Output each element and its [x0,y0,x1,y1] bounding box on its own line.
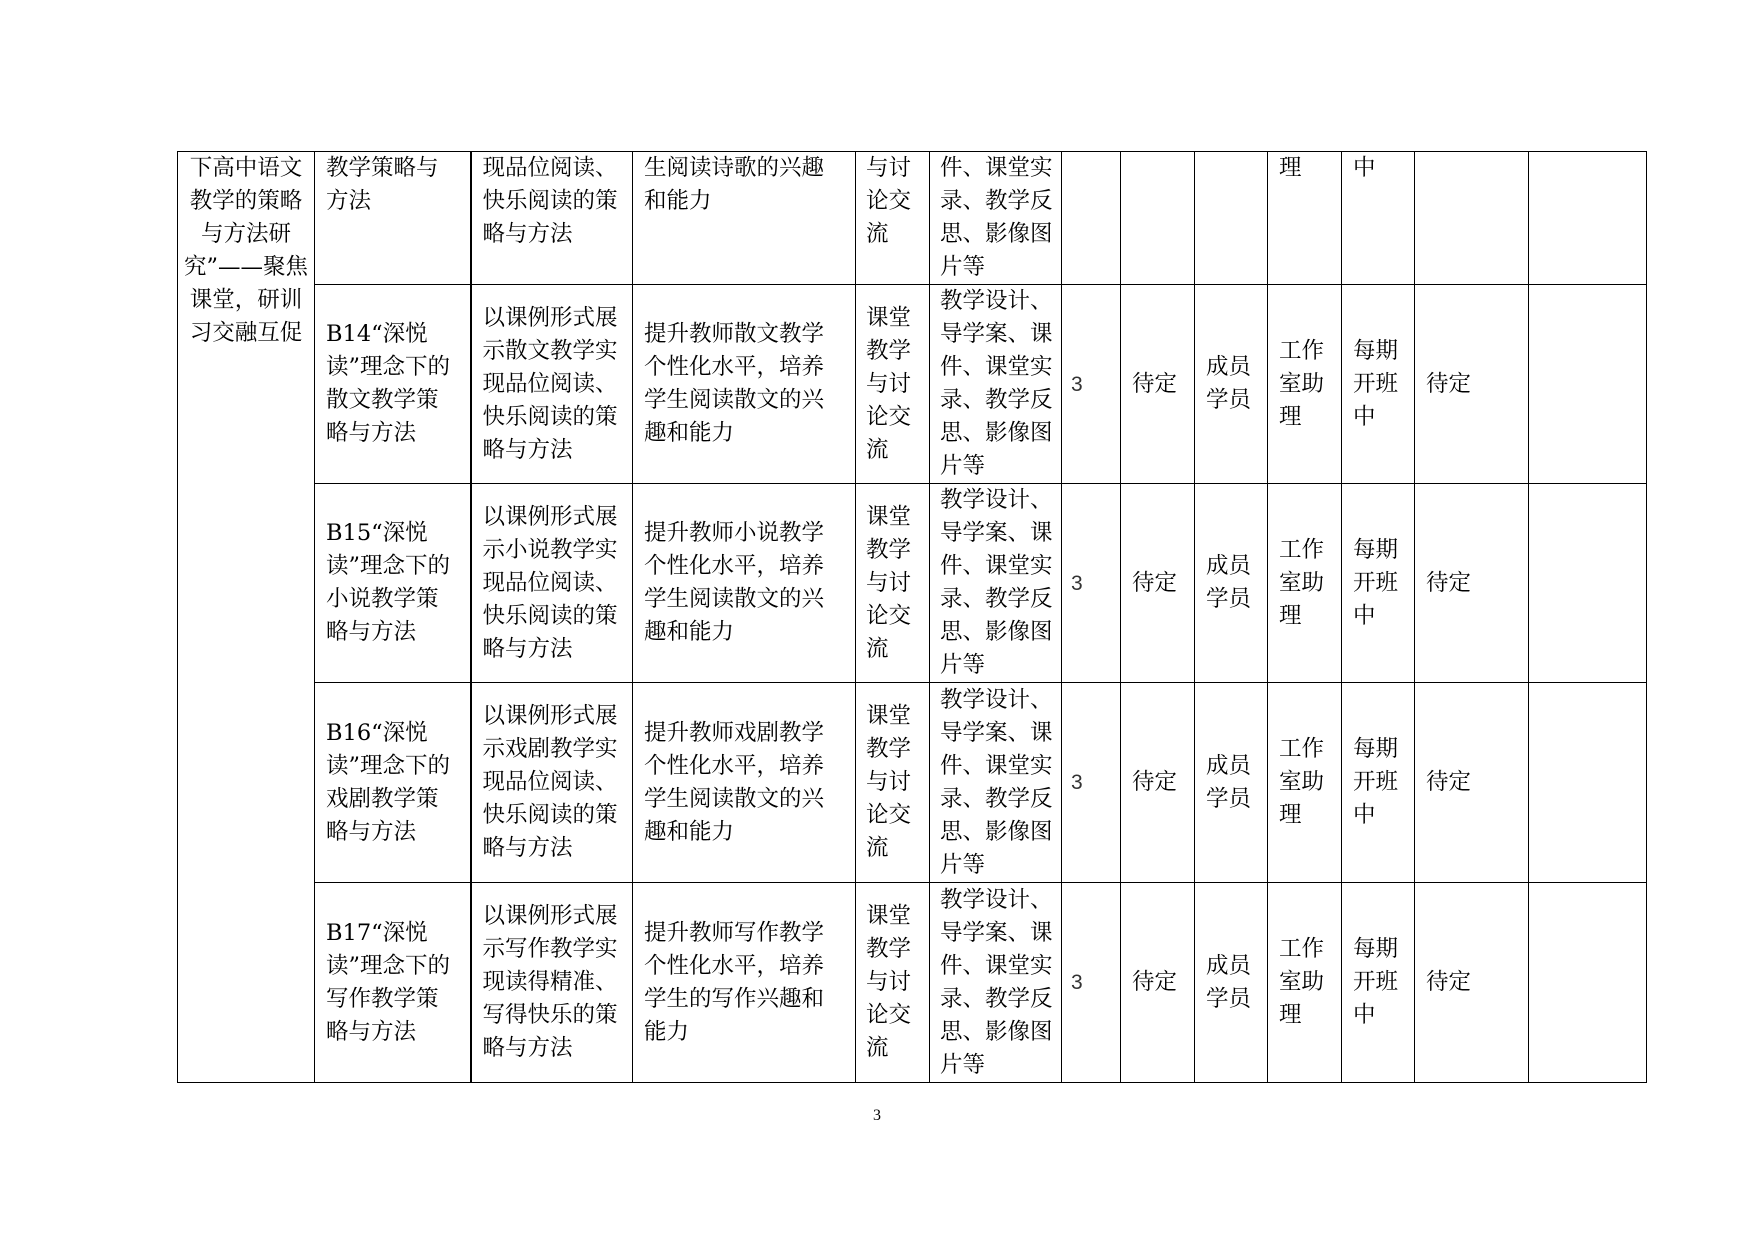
content-cell: 现品位阅读、快乐阅读的策略与方法 [471,152,633,285]
location-cell: 待定 [1415,883,1529,1083]
hours-cell: 3 [1062,683,1121,883]
table-row [178,683,1647,883]
goal-cell: 生阅读诗歌的兴趣和能力 [633,152,856,285]
time-cell: 待定 [1121,683,1195,883]
page-number: 3 [873,1107,881,1124]
course-cell: 教学策略与方法 [315,152,471,285]
table-row [178,285,1647,484]
outcome-cell: 件、课堂实录、教学反思、影像图片等 [930,152,1062,285]
content-cell: 以课例形式展示戏剧教学实现品位阅读、快乐阅读的策略与方法 [471,683,633,883]
table-row [178,883,1647,1083]
owner-cell: 工作室助理 [1268,883,1342,1083]
hours-cell: 3 [1062,285,1121,484]
outcome-cell: 教学设计、导学案、课件、课堂实录、教学反思、影像图片等 [930,883,1062,1083]
hours-cell [1062,152,1121,285]
note-cell [1529,484,1647,683]
content-cell: 以课例形式展示小说教学实现品位阅读、快乐阅读的策略与方法 [471,484,633,683]
note-cell [1529,152,1647,285]
owner-cell: 理 [1268,152,1342,285]
hours-cell: 3 [1062,484,1121,683]
form-cell: 课堂教学与讨论交流 [856,883,930,1083]
training-schedule-table [177,151,1647,1083]
audience-cell: 成员学员 [1195,285,1268,484]
goal-cell: 提升教师戏剧教学个性化水平，培养学生阅读散文的兴趣和能力 [633,683,856,883]
audience-cell: 成员学员 [1195,484,1268,683]
goal-cell: 提升教师写作教学个性化水平，培养学生的写作兴趣和能力 [633,883,856,1083]
location-cell: 待定 [1415,484,1529,683]
status-cell: 每期开班中 [1342,285,1415,484]
group-title-text: 下高中语文教学的策略与方法研究”——聚焦课堂，研训习交融互促 [183,155,308,346]
goal-cell: 提升教师小说教学个性化水平，培养学生阅读散文的兴趣和能力 [633,484,856,683]
course-cell: B16“深悦读”理念下的戏剧教学策略与方法 [315,683,471,883]
audience-cell [1195,152,1268,285]
table-row [178,152,1647,285]
location-cell: 待定 [1415,285,1529,484]
note-cell [1529,683,1647,883]
form-cell: 课堂教学与讨论交流 [856,683,930,883]
course-cell: B14“深悦读”理念下的散文教学策略与方法 [315,285,471,484]
form-cell: 课堂教学与讨论交流 [856,285,930,484]
course-cell: B17“深悦读”理念下的写作教学策略与方法 [315,883,471,1083]
outcome-cell: 教学设计、导学案、课件、课堂实录、教学反思、影像图片等 [930,683,1062,883]
owner-cell: 工作室助理 [1268,683,1342,883]
content-cell: 以课例形式展示散文教学实现品位阅读、快乐阅读的策略与方法 [471,285,633,484]
location-cell [1415,152,1529,285]
outcome-cell: 教学设计、导学案、课件、课堂实录、教学反思、影像图片等 [930,484,1062,683]
form-cell: 课堂教学与讨论交流 [856,484,930,683]
status-cell: 每期开班中 [1342,484,1415,683]
status-cell: 每期开班中 [1342,683,1415,883]
owner-cell: 工作室助理 [1268,484,1342,683]
content-cell: 以课例形式展示写作教学实现读得精准、写得快乐的策略与方法 [471,883,633,1083]
owner-cell: 工作室助理 [1268,285,1342,484]
audience-cell: 成员学员 [1195,883,1268,1083]
note-cell [1529,883,1647,1083]
hours-cell: 3 [1062,883,1121,1083]
time-cell: 待定 [1121,285,1195,484]
group-title-cell [178,152,315,1083]
course-cell: B15“深悦读”理念下的小说教学策略与方法 [315,484,471,683]
note-cell [1529,285,1647,484]
outcome-cell: 教学设计、导学案、课件、课堂实录、教学反思、影像图片等 [930,285,1062,484]
time-cell: 待定 [1121,484,1195,683]
status-cell: 中 [1342,152,1415,285]
form-cell: 与讨论交流 [856,152,930,285]
time-cell: 待定 [1121,883,1195,1083]
status-cell: 每期开班中 [1342,883,1415,1083]
audience-cell: 成员学员 [1195,683,1268,883]
table-row [178,484,1647,683]
goal-cell: 提升教师散文教学个性化水平，培养学生阅读散文的兴趣和能力 [633,285,856,484]
time-cell [1121,152,1195,285]
location-cell: 待定 [1415,683,1529,883]
